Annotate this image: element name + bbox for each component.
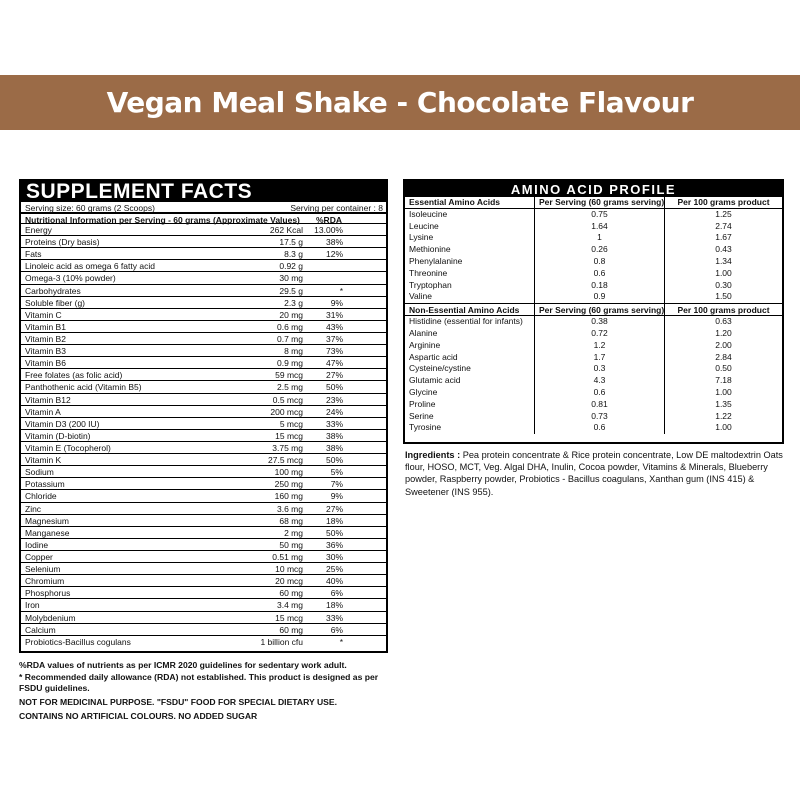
nutrient-name: Linoleic acid as omega 6 fatty acid: [25, 261, 155, 272]
title-banner: [0, 75, 800, 130]
nutrient-name: Manganese: [25, 527, 70, 538]
nutrition-header-label: Nutritional Information per Serving - 60 grams (Approximate Values): [25, 215, 300, 225]
amino-name: Methionine: [405, 244, 535, 256]
nutrient-name: Phosphorus: [25, 588, 71, 599]
ingredients: [405, 449, 789, 498]
nutrient-amount: 60 mg: [279, 588, 303, 599]
amino-per-100g: 1.20: [715, 327, 732, 338]
nutrient-name: Soluble fiber (g): [25, 297, 86, 308]
non-essential-header-row: [405, 303, 782, 316]
colours-note: CONTAINS NO ARTIFICIAL COLOURS. NO ADDED SUGAR: [19, 711, 258, 721]
nutrition-table-header: [21, 212, 386, 224]
nutrient-amount: 2 mg: [284, 527, 303, 538]
nutrition-table: [21, 224, 386, 648]
table-row: [21, 430, 386, 442]
nutrient-rda: 6%: [330, 588, 343, 599]
table-row: [405, 268, 782, 280]
nutrient-amount: 2.3 g: [284, 297, 303, 308]
table-row: [21, 224, 386, 236]
nutrient-amount: 5 mcg: [279, 418, 303, 429]
table-row: [405, 352, 782, 364]
amino-per-serving: 0.8: [535, 256, 665, 268]
nutrient-rda: 9%: [330, 491, 343, 502]
amino-name: Lysine: [405, 232, 535, 244]
nutrient-amount: 2.5 mg: [277, 382, 303, 393]
amino-per-serving: 0.6: [535, 268, 665, 280]
table-row: [405, 209, 782, 221]
nutrient-name: Vitamin B12: [25, 394, 71, 405]
nutrient-rda: 23%: [325, 394, 343, 405]
nutrient-amount: 20 mcg: [275, 576, 303, 587]
nutrient-rda: [305, 272, 345, 283]
table-row: [21, 527, 386, 539]
table-row: [405, 232, 782, 244]
table-row: [21, 236, 386, 248]
nutrient-name: Vitamin C: [25, 309, 62, 320]
nutrient-rda: 9%: [330, 297, 343, 308]
amino-acid-panel: [403, 179, 784, 444]
table-row: [21, 369, 386, 381]
nutrient-amount: 3.6 mg: [277, 503, 303, 514]
nutrient-rda: 50%: [325, 382, 343, 393]
table-row: [21, 551, 386, 563]
table-row: [21, 503, 386, 515]
nutrient-name: Vitamin B3: [25, 346, 66, 357]
nutrient-amount: 1 billion cfu: [260, 636, 303, 647]
nutrient-rda: 38%: [325, 442, 343, 453]
amino-per-100g: 1.35: [715, 398, 732, 409]
nutrient-amount: 0.6 mg: [277, 321, 303, 332]
table-row: [21, 248, 386, 260]
nutrient-name: Vitamin D3 (200 IU): [25, 418, 100, 429]
table-row: [21, 539, 386, 551]
nutrient-name: Carbohydrates: [25, 285, 81, 296]
nutrient-amount: 59 mcg: [275, 370, 303, 381]
amino-per-100g: 1.34: [715, 255, 732, 266]
nutrient-amount: 250 mg: [274, 479, 303, 490]
table-row: [21, 442, 386, 454]
amino-name: Threonine: [405, 268, 535, 280]
nutrient-amount: 200 mcg: [270, 406, 303, 417]
nutrient-amount: 30 mg: [279, 273, 303, 284]
table-row: [405, 244, 782, 256]
table-row: [21, 612, 386, 624]
nutrient-name: Proteins (Dry basis): [25, 237, 100, 248]
amino-name: Glycine: [405, 387, 535, 399]
nutrient-rda: 47%: [325, 358, 343, 369]
amino-name: Cysteine/cystine: [405, 363, 535, 375]
table-row: [405, 328, 782, 340]
nutrient-amount: 0.92 g: [279, 261, 303, 272]
amino-per-100g: 7.18: [715, 375, 732, 386]
nutrient-rda: 25%: [325, 564, 343, 575]
table-row: [21, 599, 386, 611]
essential-header-serving: Per Serving (60 grams serving): [535, 197, 665, 208]
nutrient-rda: 40%: [325, 576, 343, 587]
nutrient-name: Calcium: [25, 624, 56, 635]
table-row: [405, 291, 782, 303]
rda-header: %RDA: [316, 215, 342, 225]
table-row: [21, 309, 386, 321]
table-row: [21, 394, 386, 406]
table-row: [21, 321, 386, 333]
nutrient-name: Energy: [25, 225, 52, 235]
nutrient-rda: 18%: [325, 515, 343, 526]
nutrient-amount: 262 Kcal: [269, 225, 303, 235]
table-row: [21, 381, 386, 393]
nutrient-rda: 33%: [325, 612, 343, 623]
nutrient-rda: 24%: [325, 406, 343, 417]
table-row: [21, 297, 386, 309]
rda-note: %RDA values of nutrients as per ICMR 2020 guidelines for sedentary work adult.: [19, 660, 347, 670]
nutrient-rda: *: [339, 636, 343, 647]
amino-per-serving: 0.3: [535, 363, 665, 375]
amino-name: Glutamic acid: [405, 375, 535, 387]
nutrient-amount: 3.75 mg: [272, 442, 303, 453]
nutrient-rda: 38%: [325, 237, 343, 248]
nutrient-rda: 37%: [325, 333, 343, 344]
nutrient-rda: 50%: [325, 455, 343, 466]
nutrient-name: Sodium: [25, 467, 54, 478]
supplement-facts-title: SUPPLEMENT FACTS: [21, 181, 386, 202]
amino-name: Alanine: [405, 328, 535, 340]
nutrient-rda: 18%: [325, 600, 343, 611]
table-row: [21, 490, 386, 502]
nutrient-name: Potassium: [25, 479, 65, 490]
amino-per-serving: 0.75: [535, 209, 665, 221]
table-row: [21, 272, 386, 284]
amino-per-100g: 1.00: [715, 386, 732, 397]
amino-per-100g: 0.43: [715, 244, 732, 255]
non-essential-amino-table: [405, 316, 782, 434]
amino-per-serving: 0.38: [535, 316, 665, 328]
medicinal-note: NOT FOR MEDICINAL PURPOSE. "FSDU" FOOD FOR SPECIAL DIETARY USE.: [19, 697, 338, 707]
nutrient-amount: 17.5 g: [279, 237, 303, 248]
table-row: [405, 363, 782, 375]
nutrient-amount: 50 mg: [279, 539, 303, 550]
nutrient-name: Panthothenic acid (Vitamin B5): [25, 382, 142, 393]
nutrient-rda: 33%: [325, 418, 343, 429]
amino-per-serving: 0.81: [535, 399, 665, 411]
table-row: [21, 357, 386, 369]
amino-name: Leucine: [405, 221, 535, 233]
essential-header-per100: Per 100 grams product: [677, 197, 770, 207]
amino-name: Serine: [405, 411, 535, 423]
table-row: [21, 345, 386, 357]
nutrient-amount: 8.3 g: [284, 249, 303, 260]
nutrient-name: Vitamin E (Tocopherol): [25, 442, 111, 453]
nutrient-amount: 15 mcg: [275, 612, 303, 623]
essential-header-row: [405, 197, 782, 209]
serving-size: Serving size: 60 grams (2 Scoops): [25, 203, 155, 213]
nutrient-rda: 13.00%: [314, 225, 343, 235]
amino-per-100g: 2.84: [715, 351, 732, 362]
amino-per-serving: 1.64: [535, 221, 665, 233]
amino-per-100g: 0.30: [715, 279, 732, 290]
table-row: [21, 563, 386, 575]
table-row: [405, 411, 782, 423]
nutrient-name: Vitamin B1: [25, 321, 66, 332]
nutrient-rda: 5%: [330, 467, 343, 478]
table-row: [405, 422, 782, 434]
asterisk-note: * Recommended daily allowance (RDA) not established. This product is designed as per FSDU guidelines.: [19, 672, 379, 693]
amino-name: Tryptophan: [405, 280, 535, 292]
amino-per-serving: 4.3: [535, 375, 665, 387]
amino-per-serving: 0.18: [535, 280, 665, 292]
nutrient-rda: 27%: [325, 503, 343, 514]
nutrient-rda: 38%: [325, 430, 343, 441]
table-row: [21, 515, 386, 527]
nutrient-amount: 8 mg: [284, 346, 303, 357]
nutrient-name: Zinc: [25, 503, 42, 514]
nutrient-amount: 68 mg: [279, 515, 303, 526]
nutrient-amount: 3.4 mg: [277, 600, 303, 611]
amino-per-serving: 0.73: [535, 411, 665, 423]
nutrient-rda: 27%: [325, 370, 343, 381]
non-essential-header-serving: Per Serving (60 grams serving): [535, 304, 665, 315]
serving-info: [21, 202, 386, 212]
table-row: [21, 478, 386, 490]
nutrient-amount: 27.5 mcg: [268, 455, 303, 466]
table-row: [405, 221, 782, 233]
amino-name: Tyrosine: [405, 422, 535, 434]
non-essential-header-per100: Per 100 grams product: [677, 305, 770, 316]
amino-per-100g: 2.00: [715, 339, 732, 350]
nutrient-name: Chromium: [25, 576, 65, 587]
nutrient-rda: 43%: [325, 321, 343, 332]
amino-per-100g: 2.74: [715, 220, 732, 231]
amino-name: Aspartic acid: [405, 352, 535, 364]
nutrient-amount: 0.5 mcg: [272, 394, 303, 405]
amino-name: Phenylalanine: [405, 256, 535, 268]
table-row: [405, 387, 782, 399]
table-row: [405, 316, 782, 328]
table-row: [21, 454, 386, 466]
table-row: [21, 636, 386, 648]
amino-per-100g: 1.50: [715, 291, 732, 302]
nutrient-rda: [305, 260, 345, 271]
nutrient-amount: 15 mcg: [275, 430, 303, 441]
amino-name: Proline: [405, 399, 535, 411]
nutrient-amount: 60 mg: [279, 624, 303, 635]
nutrient-name: Magnesium: [25, 515, 69, 526]
table-row: [405, 280, 782, 292]
nutrient-rda: 6%: [330, 624, 343, 635]
amino-name: Valine: [405, 291, 535, 303]
nutrient-rda: *: [339, 285, 343, 296]
nutrient-amount: 0.9 mg: [277, 358, 303, 369]
nutrient-name: Vitamin K: [25, 455, 62, 466]
amino-per-100g: 1.00: [715, 267, 732, 278]
nutrient-rda: 36%: [325, 539, 343, 550]
amino-per-serving: 0.9: [535, 291, 665, 303]
amino-per-100g: 0.50: [715, 363, 732, 374]
table-row: [21, 260, 386, 272]
table-row: [21, 575, 386, 587]
nutrient-rda: 31%: [325, 309, 343, 320]
amino-per-serving: 0.6: [535, 387, 665, 399]
ingredients-label: Ingredients :: [405, 450, 461, 460]
amino-per-100g: 1.22: [715, 410, 732, 421]
amino-per-serving: 0.6: [535, 422, 665, 434]
amino-name: Histidine (essential for infants): [405, 316, 535, 328]
non-essential-header-name: Non-Essential Amino Acids: [405, 304, 535, 315]
nutrient-name: Fats: [25, 249, 42, 260]
nutrient-name: Vitamin B2: [25, 333, 66, 344]
nutrient-name: Free folates (as folic acid): [25, 370, 123, 381]
nutrient-amount: 100 mg: [274, 467, 303, 478]
nutrient-name: Iron: [25, 600, 40, 611]
servings-per-container: Serving per container : 8: [290, 203, 383, 213]
table-row: [21, 333, 386, 345]
nutrient-amount: 0.51 mg: [272, 551, 303, 562]
table-row: [21, 406, 386, 418]
nutrient-rda: 7%: [330, 479, 343, 490]
nutrient-name: Vitamin (D-biotin): [25, 430, 91, 441]
amino-acid-title: AMINO ACID PROFILE: [405, 181, 782, 197]
nutrient-rda: 73%: [325, 346, 343, 357]
amino-per-serving: 1: [535, 232, 665, 244]
essential-amino-table: [405, 209, 782, 303]
footnotes: [19, 660, 391, 723]
amino-per-serving: 0.26: [535, 244, 665, 256]
table-row: [21, 587, 386, 599]
nutrient-name: Iodine: [25, 539, 49, 550]
amino-per-100g: 1.67: [715, 232, 732, 243]
page-title: Vegan Meal Shake - Chocolate Flavour: [106, 86, 694, 119]
nutrient-name: Molybdenium: [25, 612, 76, 623]
table-row: [405, 399, 782, 411]
amino-per-100g: 1.25: [715, 208, 732, 219]
nutrient-amount: 10 mcg: [275, 564, 303, 575]
essential-header-name: Essential Amino Acids: [405, 197, 535, 208]
table-row: [21, 466, 386, 478]
amino-name: Arginine: [405, 340, 535, 352]
nutrient-rda: 12%: [325, 249, 343, 260]
amino-per-100g: 0.63: [715, 316, 732, 327]
nutrient-rda: 50%: [325, 527, 343, 538]
amino-name: Isoleucine: [405, 209, 535, 221]
nutrient-rda: 30%: [325, 551, 343, 562]
nutrient-name: Omega-3 (10% powder): [25, 273, 116, 284]
nutrient-name: Copper: [25, 551, 53, 562]
supplement-facts-panel: [19, 179, 388, 653]
nutrient-name: Selenium: [25, 564, 61, 575]
table-row: [21, 624, 386, 636]
nutrient-name: Vitamin B6: [25, 358, 66, 369]
nutrient-amount: 29.5 g: [279, 285, 303, 296]
table-row: [405, 256, 782, 268]
amino-per-serving: 1.2: [535, 340, 665, 352]
amino-per-serving: 1.7: [535, 352, 665, 364]
table-row: [405, 340, 782, 352]
table-row: [21, 285, 386, 297]
nutrient-name: Vitamin A: [25, 406, 61, 417]
nutrient-name: Chloride: [25, 491, 57, 502]
table-row: [21, 418, 386, 430]
amino-per-serving: 0.72: [535, 328, 665, 340]
amino-per-100g: 1.00: [715, 422, 732, 433]
ingredients-text: Pea protein concentrate & Rice protein concentrate, Low DE maltodextrin Oats flour, HOSO, MCT, Veg. Algal DHA, Inulin, Cocoa powder, Vitamins & Minerals, Blueberry powder, Raspberry powder, Probiotics - Bacillus coagulans, Xanthan gum (INS 415) & Sweetener (INS 955).: [405, 450, 783, 497]
nutrient-amount: 160 mg: [274, 491, 303, 502]
table-row: [405, 375, 782, 387]
nutrient-amount: 0.7 mg: [277, 333, 303, 344]
nutrient-name: Probiotics-Bacillus cogulans: [25, 636, 131, 647]
nutrient-amount: 20 mg: [279, 309, 303, 320]
